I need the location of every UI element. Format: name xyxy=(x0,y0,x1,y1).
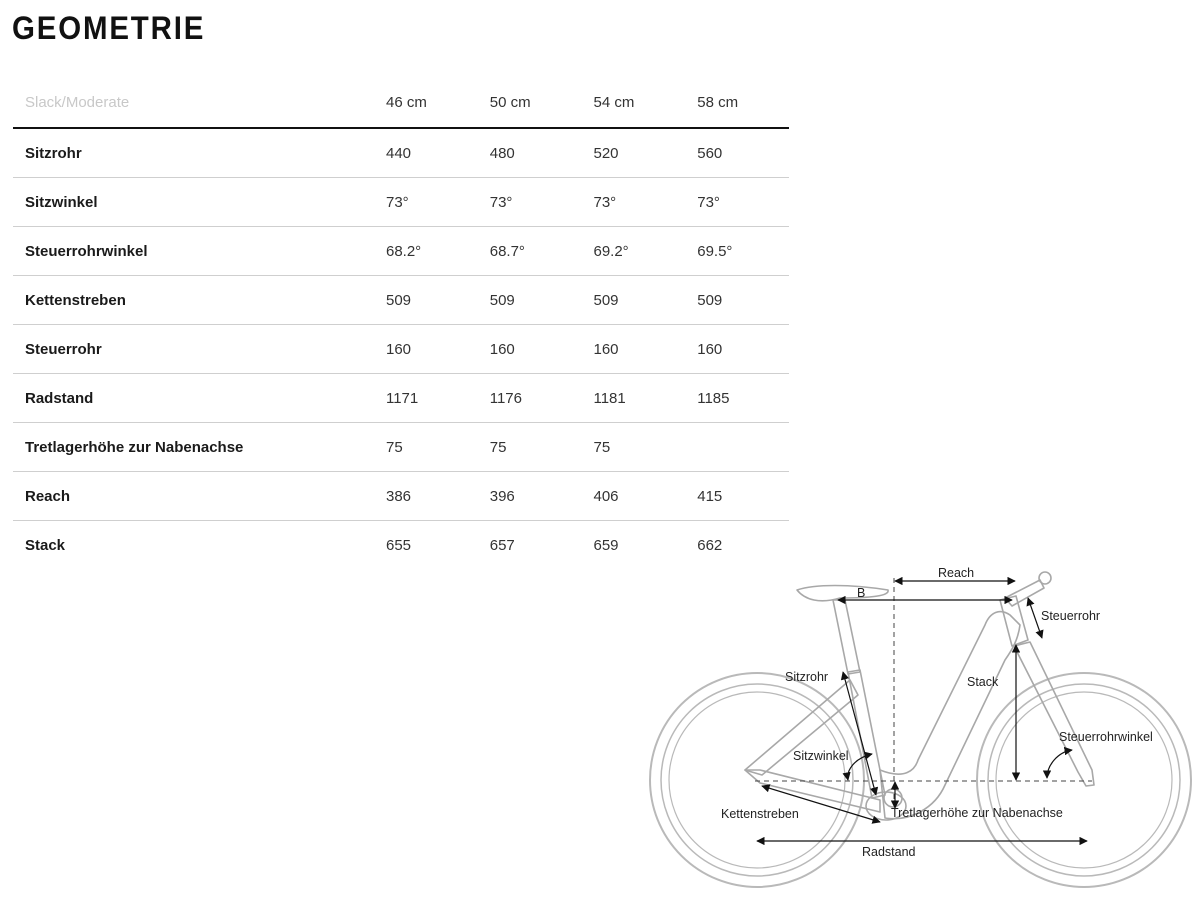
cell-value: 75 xyxy=(385,438,403,456)
table-row xyxy=(13,227,789,276)
label-b: B xyxy=(857,586,866,600)
cell-value: 1171 xyxy=(385,389,419,407)
label-sitzwinkel: Sitzwinkel xyxy=(793,749,849,763)
cell-value: 75 xyxy=(489,438,507,456)
label-tretlagerhoehe: Tretlagerhöhe zur Nabenachse xyxy=(891,806,1063,820)
cell-value: 415 xyxy=(697,487,723,505)
cell-value: 662 xyxy=(697,536,723,554)
cell-value: 509 xyxy=(385,291,412,309)
page-title: GEOMETRIE xyxy=(12,10,206,46)
cell-value: 659 xyxy=(593,536,619,554)
front-wheel xyxy=(977,673,1191,887)
table-row xyxy=(13,325,789,374)
cell-value: 160 xyxy=(489,340,515,358)
cell-value: 75 xyxy=(593,438,611,456)
label-stack: Stack xyxy=(967,675,999,689)
cell-value: 509 xyxy=(593,291,619,309)
table-row xyxy=(13,128,789,178)
row-label: Sitzwinkel xyxy=(25,193,98,211)
label-reach: Reach xyxy=(938,566,975,580)
cell-value: 73° xyxy=(593,193,617,211)
bike-geometry-diagram xyxy=(640,560,1200,900)
cell-value: 657 xyxy=(489,536,515,554)
cell-value: 69.2° xyxy=(593,242,629,260)
size-header: 46 cm xyxy=(374,78,478,128)
cell-value: 386 xyxy=(385,487,412,505)
label-steuerrohr: Steuerrohr xyxy=(1041,609,1101,623)
cell-value: 520 xyxy=(593,144,619,162)
cell-value: 1176 xyxy=(489,389,522,407)
cell-value: 160 xyxy=(385,340,412,358)
bike-drawing xyxy=(640,560,1200,900)
label-radstand: Radstand xyxy=(862,845,916,859)
table-row xyxy=(13,472,789,521)
label-sitzrohr: Sitzrohr xyxy=(785,670,829,684)
cell-value: 509 xyxy=(489,291,515,309)
cell-value: 396 xyxy=(489,487,515,505)
cell-value: 655 xyxy=(385,536,412,554)
cell-value: 1181 xyxy=(593,389,626,407)
cell-value: 480 xyxy=(489,144,515,162)
row-label: Kettenstreben xyxy=(25,291,126,309)
row-label: Sitzrohr xyxy=(25,144,82,162)
cell-value: 68.2° xyxy=(385,242,422,260)
cell-value: 160 xyxy=(697,340,723,358)
row-label: Reach xyxy=(25,487,71,505)
cell-value: 69.5° xyxy=(697,242,733,260)
cell-value: 1185 xyxy=(697,389,730,407)
cell-value: 440 xyxy=(385,144,412,162)
row-label: Tretlagerhöhe zur Nabenachse xyxy=(25,438,244,456)
cell-value: 509 xyxy=(697,291,723,309)
variant-label: Slack/Moderate xyxy=(13,78,374,128)
cell-value xyxy=(685,423,789,472)
row-label: Steuerrohrwinkel xyxy=(25,242,148,260)
cell-value: 160 xyxy=(593,340,619,358)
row-label: Radstand xyxy=(25,389,94,407)
dimension-arrows xyxy=(757,581,1087,841)
label-kettenstreben: Kettenstreben xyxy=(721,807,799,821)
geometry-table xyxy=(13,78,789,569)
table-row xyxy=(13,178,789,227)
size-header: 50 cm xyxy=(478,78,582,128)
label-steuerrohrwinkel: Steuerrohrwinkel xyxy=(1059,730,1153,744)
row-label: Stack xyxy=(25,536,66,554)
row-label: Steuerrohr xyxy=(25,340,102,358)
table-row xyxy=(13,423,789,472)
cell-value: 73° xyxy=(697,193,720,211)
size-header: 54 cm xyxy=(581,78,685,128)
cell-value: 73° xyxy=(489,193,513,211)
table-row xyxy=(13,374,789,423)
table-row xyxy=(13,276,789,325)
size-header: 58 cm xyxy=(685,78,789,128)
cell-value: 406 xyxy=(593,487,619,505)
table-header-row xyxy=(13,78,789,128)
cell-value: 73° xyxy=(385,193,409,211)
cell-value: 68.7° xyxy=(489,242,525,260)
cell-value: 560 xyxy=(697,144,723,162)
